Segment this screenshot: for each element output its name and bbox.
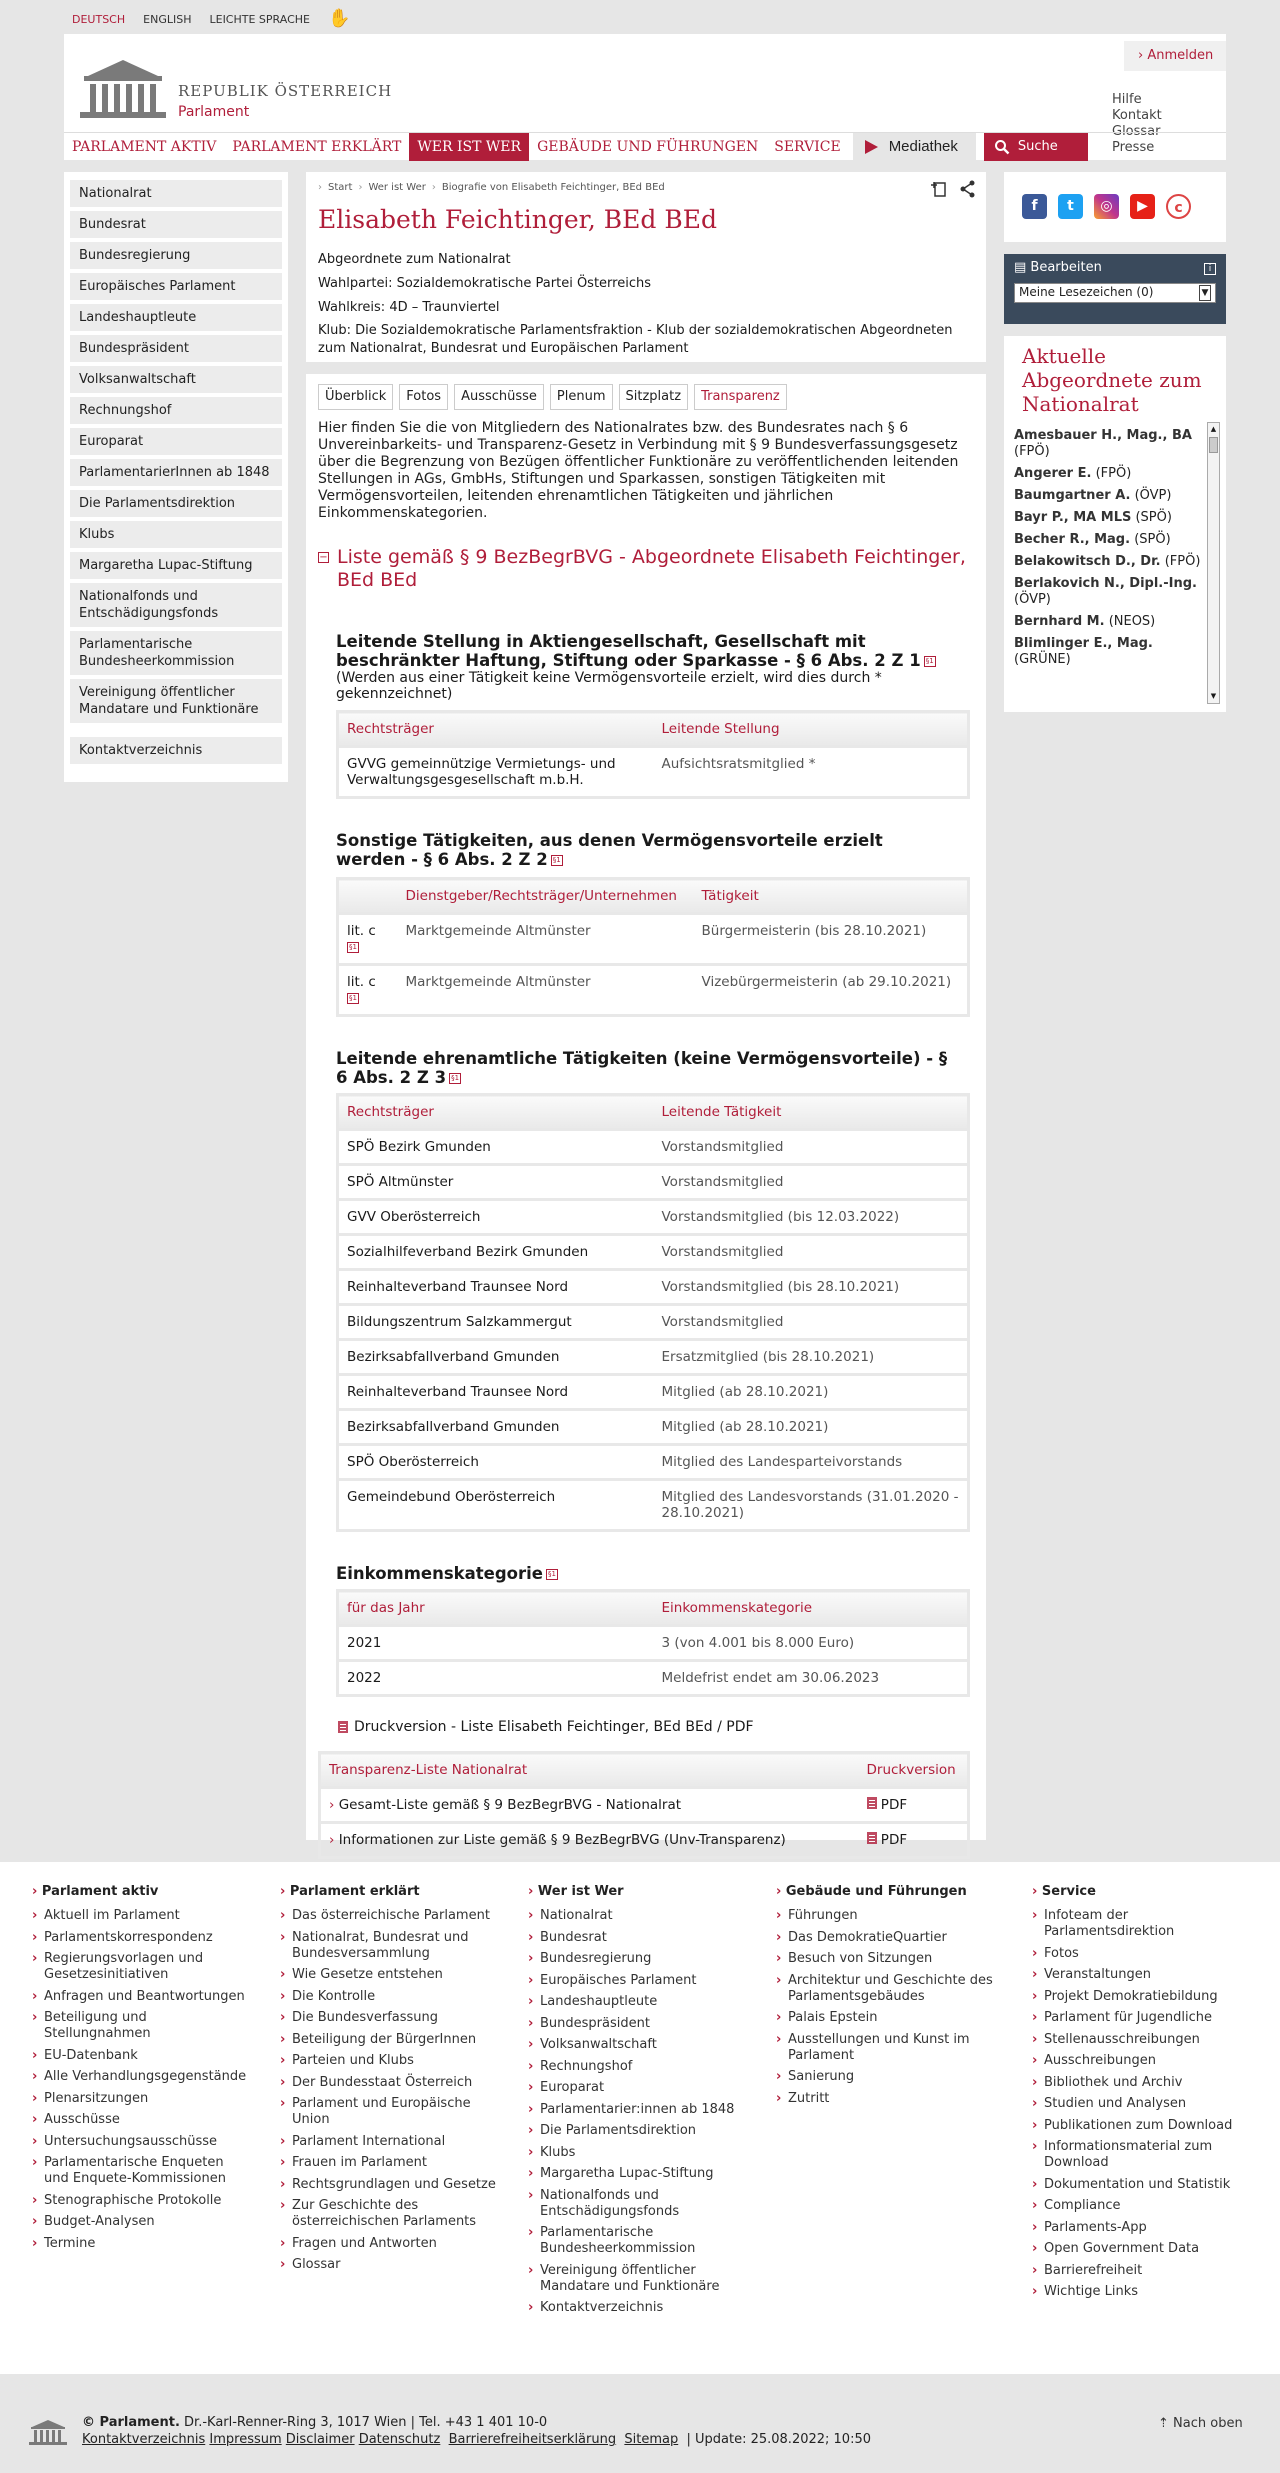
nav-gebaeude[interactable]: GEBÄUDE UND FÜHRUNGEN (537, 138, 759, 155)
facebook-icon[interactable]: f (1022, 194, 1047, 219)
s2-col-header: Dienstgeber/Rechtsträger/Unternehmen (398, 879, 694, 914)
footer-link[interactable]: › Volksanwaltschaft (528, 2037, 748, 2053)
footer-link[interactable]: › Parlamentarier:innen ab 1848 (528, 2102, 748, 2118)
main-content (306, 374, 986, 1848)
footer-link[interactable]: › Europäisches Parlament (528, 1973, 748, 1989)
footer-link[interactable]: › Ausschreibungen (1032, 2053, 1252, 2069)
footer-link[interactable]: › Parteien und Klubs (280, 2053, 500, 2069)
member-party: (FPÖ) (1014, 444, 1050, 459)
member-list-item[interactable] (1014, 488, 1202, 504)
table-row (338, 1410, 969, 1445)
search-button[interactable]: Suche (984, 133, 1088, 161)
search-icon (994, 139, 1010, 155)
tab-plenum[interactable]: Plenum (550, 384, 613, 410)
sidebar-item[interactable]: Vereinigung öffentlicher Mandatare und Funktionäre (70, 679, 282, 723)
lang-leichte-sprache[interactable]: LEICHTE SPRACHE (209, 13, 310, 26)
footer-link[interactable]: › Termine (32, 2236, 252, 2252)
help-link[interactable]: Hilfe (1112, 92, 1142, 107)
tl-col-header: Druckversion (859, 1753, 969, 1788)
s4-heading: Einkommenskategorie §1 (336, 1564, 556, 1583)
footer-link[interactable]: › Parlamentarische Enqueten und Enquete-Kommissionen (32, 2155, 252, 2187)
sidebar-item[interactable]: Bundespräsident (70, 335, 282, 362)
parliament-logo[interactable] (78, 54, 168, 120)
info-icon[interactable]: i (1204, 263, 1216, 275)
footer-column (280, 1884, 500, 2279)
sidebar-item[interactable]: Nationalrat (70, 180, 282, 207)
law-info-icon[interactable]: §1 (552, 856, 561, 864)
table-row (338, 1480, 969, 1531)
copyright: © Parlament. (82, 2415, 180, 2430)
table-row (338, 1235, 969, 1270)
pdf-icon (338, 1721, 348, 1733)
footer-column-title[interactable]: › Parlament erklärt (280, 1884, 500, 1900)
table-cell: Bürgermeisterin (bis 28.10.2021) (694, 914, 969, 965)
footer-link[interactable]: › Budget-Analysen (32, 2214, 252, 2230)
table-cell: 2022 (338, 1661, 654, 1696)
table-row (338, 1661, 969, 1696)
table-cell: Meldefrist endet am 30.06.2023 (654, 1661, 969, 1696)
tab-ueberblick[interactable]: Überblick (318, 384, 393, 410)
s3-heading: Leitende ehrenamtliche Tätigkeiten (keine Vermögensvorteile) - § 6 Abs. 2 Z 3 §1 (336, 1049, 948, 1087)
table-cell: Marktgemeinde Altmünster (398, 965, 694, 1016)
table-cell: lit. c §1 (338, 965, 398, 1016)
footer-link[interactable]: › Barrierefreiheit (1032, 2263, 1252, 2279)
s3-col-header: Rechtsträger (338, 1095, 654, 1130)
s4-col-header: für das Jahr (338, 1591, 654, 1626)
s1-col-header: Leitende Stellung (654, 712, 969, 747)
collapse-icon: − (319, 552, 328, 563)
member-name: Amesbauer H., Mag., BA (1014, 428, 1192, 443)
pdf-icon (867, 1832, 877, 1844)
sidebar-item[interactable]: Parlamentarische Bundesheerkommission (70, 631, 282, 675)
table-cell: Vizebürgermeisterin (ab 29.10.2021) (694, 965, 969, 1016)
scroll-thumb[interactable] (1209, 437, 1218, 453)
table-cell: Vorstandsmitglied (654, 1165, 969, 1200)
member-list-item[interactable] (1014, 576, 1202, 608)
footer-link[interactable]: › Rechtsgrundlagen und Gesetze (280, 2177, 500, 2193)
footer-link[interactable]: › Nationalrat (528, 1908, 748, 1924)
footer-link[interactable]: › Plenarsitzungen (32, 2091, 252, 2107)
sidebar-item[interactable]: Klubs (70, 521, 282, 548)
current-members-panel (1004, 336, 1226, 712)
sidebar-item[interactable]: Bundesregierung (70, 242, 282, 269)
site-footer (0, 1862, 1280, 2374)
member-name: Angerer E. (1014, 466, 1092, 481)
footer-link[interactable]: › Palais Epstein (776, 2010, 996, 2026)
footer-link[interactable]: › Bundesrat (528, 1930, 748, 1946)
pdf-link[interactable]: PDF (859, 1823, 969, 1858)
footer-link[interactable]: › Parlament International (280, 2134, 500, 2150)
member-name: Belakowitsch D., Dr. (1014, 554, 1161, 569)
breadcrumb-start[interactable]: Start (328, 182, 353, 193)
address: Dr.-Karl-Renner-Ring 3, 1017 Wien | Tel. +43 1 401 10-0 (184, 2415, 548, 2430)
footer-link[interactable]: › Bundesregierung (528, 1951, 748, 1967)
footer-link[interactable]: › Stellenausschreibungen (1032, 2032, 1252, 2048)
table-cell: 2021 (338, 1626, 654, 1661)
link-kontaktverzeichnis[interactable]: Kontaktverzeichnis (82, 2432, 206, 2447)
footer-link[interactable]: › Wichtige Links (1032, 2284, 1252, 2300)
member-party: (GRÜNE) (1014, 652, 1071, 667)
footer-link[interactable]: › Wie Gesetze entstehen (280, 1967, 500, 1983)
footer-link[interactable]: › Parlamentarische Bundesheerkommission (528, 2225, 748, 2257)
table-cell: Reinhalteverband Traunsee Nord (338, 1270, 654, 1305)
footer-link[interactable]: › Nationalrat, Bundesrat und Bundesversammlung (280, 1930, 500, 1962)
footer-link[interactable]: › Beteiligung und Stellungnahmen (32, 2010, 252, 2042)
scroll-up-icon[interactable]: ▲ (1210, 425, 1217, 433)
s3-table (336, 1093, 970, 1532)
footer-link[interactable]: › Veranstaltungen (1032, 1967, 1252, 1983)
footer-link[interactable]: › Beteiligung der BürgerInnen (280, 2032, 500, 2048)
login-button[interactable]: › Anmelden (1124, 41, 1226, 71)
bookmarks-select[interactable]: Meine Lesezeichen (0) ▼ (1014, 283, 1216, 303)
profile-tabs (318, 384, 974, 410)
member-name: Blimlinger E., Mag. (1014, 636, 1153, 651)
profile-club: Klub: Die Sozialdemokratische Parlamentsfraktion - Klub der sozialdemokratischen Abgeordneten zum Nationalrat, Bundesrat und Europäischen Parlament (318, 323, 953, 356)
mediathek-button[interactable]: Mediathek (853, 133, 976, 161)
sidebar-item[interactable]: Nationalfonds und Entschädigungsfonds (70, 583, 282, 627)
social-media-links (1004, 172, 1226, 242)
footer-link[interactable]: › Infoteam der Parlamentsdirektion (1032, 1908, 1252, 1940)
footer-column (1032, 1884, 1252, 2306)
tab-ausschuesse[interactable]: Ausschüsse (454, 384, 544, 410)
s2-heading: Sonstige Tätigkeiten, aus denen Vermögensvorteile erzielt werden - § 6 Abs. 2 Z 2 §1 (336, 831, 883, 869)
back-to-top-button[interactable]: ⇡ Nach oben (1158, 2416, 1243, 2431)
footer-link[interactable]: › Bundespräsident (528, 2016, 748, 2032)
footer-column (32, 1884, 252, 2257)
footer-link[interactable]: › Open Government Data (1032, 2241, 1252, 2257)
table-row (338, 914, 969, 965)
footer-column (528, 1884, 748, 2322)
nav-parlament-erklaert[interactable]: PARLAMENT ERKLÄRT (232, 138, 402, 155)
footer-link[interactable]: › Parlament und Europäische Union (280, 2096, 500, 2128)
footer-link[interactable]: › Parlament für Jugendliche (1032, 2010, 1252, 2026)
law-info-icon[interactable]: §1 (349, 942, 357, 951)
member-name: Bayr P., MA MLS (1014, 510, 1132, 525)
footer-link[interactable]: › Besuch von Sitzungen (776, 1951, 996, 1967)
table-cell: Bildungszentrum Salzkammergut (338, 1305, 654, 1340)
footer-column (776, 1884, 996, 2112)
footer-link[interactable]: › Der Bundesstaat Österreich (280, 2075, 500, 2091)
footer-column-title[interactable]: › Gebäude und Führungen (776, 1884, 996, 1900)
table-cell: SPÖ Altmünster (338, 1165, 654, 1200)
member-party: (NEOS) (1108, 614, 1156, 629)
footer-link[interactable]: › Fotos (1032, 1946, 1252, 1962)
footer-link[interactable]: › Zutritt (776, 2091, 996, 2107)
section-title: Liste gemäß § 9 BezBegrBVG - Abgeordnete Elisabeth Feichtinger, BEd BEd (337, 546, 966, 591)
member-list-item[interactable] (1014, 554, 1202, 570)
table-row (338, 1200, 969, 1235)
table-cell: Mitglied (ab 28.10.2021) (654, 1375, 969, 1410)
footer-link[interactable]: › EU-Datenbank (32, 2048, 252, 2064)
footer-link[interactable]: › Stenographische Protokolle (32, 2193, 252, 2209)
table-cell: SPÖ Bezirk Gmunden (338, 1130, 654, 1165)
footer-link[interactable]: › Ausstellungen und Kunst im Parlament (776, 2032, 996, 2064)
table-cell: Vorstandsmitglied (654, 1305, 969, 1340)
profile-details (318, 248, 974, 358)
member-list-item[interactable] (1014, 466, 1202, 482)
edit-title: Bearbeiten (1030, 260, 1102, 275)
member-name: Baumgartner A. (1014, 488, 1131, 503)
footer-link[interactable]: › Ausschüsse (32, 2112, 252, 2128)
footer-link[interactable]: › Architektur und Geschichte des Parlamentsgebäudes (776, 1973, 996, 2005)
table-cell: Gemeindebund Oberösterreich (338, 1480, 654, 1531)
contact-link[interactable]: Kontakt (1112, 108, 1162, 123)
sidebar-item[interactable]: Margaretha Lupac-Stiftung (70, 552, 282, 579)
footer-link[interactable]: › Aktuell im Parlament (32, 1908, 252, 1924)
tab-transparenz[interactable]: Transparenz (694, 384, 787, 410)
play-icon (863, 139, 879, 155)
footer-link[interactable]: › Führungen (776, 1908, 996, 1924)
site-header (64, 34, 1226, 160)
footer-link[interactable]: › Projekt Demokratiebildung (1032, 1989, 1252, 2005)
profile-role: Abgeordnete zum Nationalrat (318, 252, 511, 267)
footer-link[interactable]: › Die Parlamentsdirektion (528, 2123, 748, 2139)
footer-link[interactable]: › Compliance (1032, 2198, 1252, 2214)
youtube-icon[interactable]: ▶ (1130, 194, 1155, 219)
footer-link[interactable]: › Das österreichische Parlament (280, 1908, 500, 1924)
sidebar-item[interactable]: Kontaktverzeichnis (70, 737, 282, 764)
sidebar-item[interactable]: Europäisches Parlament (70, 273, 282, 300)
member-name: Bernhard M. (1014, 614, 1105, 629)
sign-language-icon[interactable]: ✋ (327, 8, 351, 29)
footer-link[interactable]: › Untersuchungsausschüsse (32, 2134, 252, 2150)
print-version-link[interactable]: Druckversion - Liste Elisabeth Feichtinger, BEd BEd / PDF (338, 1719, 974, 1735)
footer-link[interactable]: › Glossar (280, 2257, 500, 2273)
update-date: | Update: 25.08.2022; 10:50 (686, 2432, 871, 2447)
scrollbar[interactable] (1207, 422, 1220, 704)
footer-link[interactable]: › Anfragen und Beantwortungen (32, 1989, 252, 2005)
law-info-icon[interactable]: §1 (925, 657, 934, 665)
member-list-item[interactable] (1014, 532, 1202, 548)
table-row (338, 1626, 969, 1661)
tl-col-header: Transparenz-Liste Nationalrat (320, 1753, 859, 1788)
sidebar-item[interactable]: Europarat (70, 428, 282, 455)
footer-link[interactable]: › Frauen im Parlament (280, 2155, 500, 2171)
footer-link[interactable]: › Rechnungshof (528, 2059, 748, 2075)
table-cell: Reinhalteverband Traunsee Nord (338, 1375, 654, 1410)
table-cell: Mitglied (ab 28.10.2021) (654, 1410, 969, 1445)
member-name: Becher R., Mag. (1014, 532, 1131, 547)
link-disclaimer[interactable]: Disclaimer (285, 2432, 355, 2447)
footer-link[interactable]: › Zur Geschichte des österreichischen Parlaments (280, 2198, 500, 2230)
sidebar-item[interactable]: Rechnungshof (70, 397, 282, 424)
table-cell: Ersatzmitglied (bis 28.10.2021) (654, 1340, 969, 1375)
table-cell: Bezirksabfallverband Gmunden (338, 1340, 654, 1375)
footer-link[interactable]: › Europarat (528, 2080, 748, 2096)
table-cell: Mitglied des Landesvorstands (31.01.2020 - 28.10.2021) (654, 1480, 969, 1531)
s4-table (336, 1589, 970, 1697)
table-row (338, 747, 969, 798)
sidebar-item[interactable]: Die Parlamentsdirektion (70, 490, 282, 517)
member-list-item[interactable] (1014, 510, 1202, 526)
link-sitemap[interactable]: Sitemap (624, 2432, 679, 2447)
member-name: Berlakovich N., Dipl.-Ing. (1014, 576, 1197, 591)
link-impressum[interactable]: Impressum (209, 2432, 282, 2447)
twitter-icon[interactable]: t (1058, 194, 1083, 219)
chevron-down-icon: ▼ (1199, 285, 1211, 301)
table-cell: Vorstandsmitglied (654, 1235, 969, 1270)
left-sidebar-nav (64, 172, 288, 782)
table-row (338, 1270, 969, 1305)
nav-service[interactable]: SERVICE (774, 138, 841, 155)
sidebar-item[interactable]: Landeshauptleute (70, 304, 282, 331)
nav-parlament-aktiv[interactable]: PARLAMENT AKTIV (72, 138, 217, 155)
page-title: Elisabeth Feichtinger, BEd BEd (318, 205, 717, 234)
table-cell: Vorstandsmitglied (bis 12.03.2022) (654, 1200, 969, 1235)
footer-link[interactable]: › Parlaments-App (1032, 2220, 1252, 2236)
logo-title: REPUBLIK ÖSTERREICH (178, 82, 393, 100)
table-row (338, 1340, 969, 1375)
current-members-title: Aktuelle Abgeordnete zum Nationalrat (1022, 344, 1202, 416)
app-icon[interactable]: c (1166, 194, 1191, 219)
tab-fotos[interactable]: Fotos (399, 384, 448, 410)
instagram-icon[interactable]: ◎ (1094, 194, 1119, 219)
footer-link[interactable]: › Kontaktverzeichnis (528, 2300, 748, 2316)
footer-link[interactable]: › Sanierung (776, 2069, 996, 2085)
table-row (338, 1445, 969, 1480)
lang-deutsch[interactable]: DEUTSCH (72, 13, 126, 26)
table-cell[interactable]: › Informationen zur Liste gemäß § 9 BezBegrBVG (Unv-Transparenz) (320, 1823, 859, 1858)
s4-col-header: Einkommenskategorie (654, 1591, 969, 1626)
member-list-item[interactable] (1014, 614, 1202, 630)
s1-table (336, 710, 970, 799)
footer-link[interactable]: › Die Bundesverfassung (280, 2010, 500, 2026)
scroll-down-icon[interactable]: ▼ (1210, 692, 1217, 700)
table-cell: GVV Oberösterreich (338, 1200, 654, 1235)
transparency-list-table (318, 1751, 970, 1859)
table-row (320, 1823, 969, 1858)
sidebar-item[interactable]: Volksanwaltschaft (70, 366, 282, 393)
link-barrierefreiheit[interactable]: Barrierefreiheitserklärung (448, 2432, 617, 2447)
footer-column-title[interactable]: › Service (1032, 1884, 1252, 1900)
footer-link[interactable]: › Regierungsvorlagen und Gesetzesinitiativen (32, 1951, 252, 1983)
table-cell: Vorstandsmitglied (654, 1130, 969, 1165)
bottom-bar (0, 2374, 1280, 2473)
s2-col-header: Tätigkeit (694, 879, 969, 914)
footer-column-title[interactable]: › Parlament aktiv (32, 1884, 252, 1900)
tab-sitzplatz[interactable]: Sitzplatz (619, 384, 689, 410)
footer-link[interactable]: › Margaretha Lupac-Stiftung (528, 2166, 748, 2182)
table-cell: Aufsichtsratsmitglied * (654, 747, 969, 798)
s1-col-header: Rechtsträger (338, 712, 654, 747)
footer-link[interactable]: › Informationsmaterial zum Download (1032, 2139, 1252, 2171)
share-tools (930, 180, 976, 198)
lang-english[interactable]: ENGLISH (143, 13, 192, 26)
table-cell: lit. c §1 (338, 914, 398, 965)
profile-district: Wahlkreis: 4D – Traunviertel (318, 300, 500, 315)
intro-text: Hier finden Sie die von Mitgliedern des Nationalrates bzw. des Bundesrates nach § 6 Unvereinbarkeits- und Transparenz-Gesetz in Verbindung mit § 9 Bundesverfassungsgesetz über die Begrenzung von Bezügen öffentlicher Funktionäre zu veröffentlichenden leitenden Stellungen in AGs, GmbHs, Stiftungen und Sparkassen, sonstigen Tätigkeiten mit Vermögensvorteilen, leitenden ehrenamtlichen Tätigkeiten und jährlichen Einkommenskategorien. (318, 420, 959, 521)
s2-table (336, 877, 970, 1017)
chevron-right-icon: › (1138, 48, 1148, 63)
profile-party: Wahlpartei: Sozialdemokratische Partei Österreichs (318, 276, 651, 291)
table-row (338, 965, 969, 1016)
table-cell: 3 (von 4.001 bis 8.000 Euro) (654, 1626, 969, 1661)
sidebar-item[interactable]: ParlamentarierInnen ab 1848 (70, 459, 282, 486)
member-party: (ÖVP) (1134, 488, 1172, 503)
law-info-icon[interactable]: §1 (349, 993, 357, 1002)
member-party: (SPÖ) (1134, 532, 1171, 547)
parliament-logo-small[interactable] (28, 2418, 68, 2446)
edit-icon: ▤ (1014, 260, 1031, 275)
press-link[interactable]: Presse (1112, 140, 1155, 155)
member-party: (FPÖ) (1164, 554, 1201, 569)
member-party: (FPÖ) (1095, 466, 1132, 481)
footer-link[interactable]: › Die Kontrolle (280, 1989, 500, 2005)
sidebar-item[interactable]: Bundesrat (70, 211, 282, 238)
footer-link[interactable]: › Das DemokratieQuartier (776, 1930, 996, 1946)
footer-link[interactable]: › Dokumentation und Statistik (1032, 2177, 1252, 2193)
s1-note: (Werden aus einer Tätigkeit keine Vermögensvorteile erzielt, wird dies durch * gekennzeichnet) (336, 670, 882, 702)
arrow-up-icon: ⇡ (1158, 2416, 1174, 2431)
footer-link[interactable]: › Alle Verhandlungsgegenstände (32, 2069, 252, 2085)
link-datenschutz[interactable]: Datenschutz (358, 2432, 441, 2447)
table-cell: Marktgemeinde Altmünster (398, 914, 694, 965)
footer-link[interactable]: › Landeshauptleute (528, 1994, 748, 2010)
section-toggle[interactable] (318, 546, 974, 592)
pdf-link[interactable]: PDF (859, 1788, 969, 1823)
member-list-item[interactable] (1014, 636, 1202, 668)
footer-column-title[interactable]: › Wer ist Wer (528, 1884, 748, 1900)
s1-heading: Leitende Stellung in Aktiengesellschaft, Gesellschaft mit beschränkter Haftung, Stiftung oder Sparkasse - § 6 Abs. 2 Z 1 §1 (Werden aus einer Tätigkeit keine Vermögensvorteile erzielt, wird dies durch * gekennzeichnet) (318, 632, 974, 702)
s3-col-header: Leitende Tätigkeit (654, 1095, 969, 1130)
table-cell: SPÖ Oberösterreich (338, 1445, 654, 1480)
table-cell[interactable]: › Gesamt-Liste gemäß § 9 BezBegrBVG - Nationalrat (320, 1788, 859, 1823)
table-row (338, 1130, 969, 1165)
footer-link[interactable]: › Bibliothek und Archiv (1032, 2075, 1252, 2091)
main-nav (64, 132, 1226, 160)
footer-link[interactable]: › Parlamentskorrespondenz (32, 1930, 252, 1946)
table-row (320, 1788, 969, 1823)
member-party: (ÖVP) (1014, 592, 1051, 607)
share-icon[interactable] (960, 180, 976, 198)
footer-link[interactable]: › Vereinigung öffentlicher Mandatare und Funktionäre (528, 2263, 748, 2295)
member-list-item[interactable] (1014, 428, 1202, 460)
bookmark-add-icon[interactable] (930, 180, 948, 198)
footer-link[interactable]: › Fragen und Antworten (280, 2236, 500, 2252)
profile-box (306, 172, 986, 362)
footer-imprint (82, 2414, 871, 2448)
glossary-link[interactable]: Glossar (1112, 124, 1161, 139)
edit-panel (1004, 254, 1226, 324)
footer-link[interactable]: › Studien und Analysen (1032, 2096, 1252, 2112)
language-bar (72, 8, 351, 29)
table-row (338, 1375, 969, 1410)
table-cell: GVVG gemeinnützige Vermietungs- und Verwaltungsgesgesellschaft m.b.H. (338, 747, 654, 798)
current-members-list (1014, 428, 1202, 674)
breadcrumb-current: Biografie von Elisabeth Feichtinger, BEd BEd (441, 182, 665, 193)
law-info-icon[interactable]: §1 (548, 1570, 556, 1578)
table-row (338, 1305, 969, 1340)
law-info-icon[interactable]: §1 (451, 1074, 460, 1082)
footer-link[interactable]: › Nationalfonds und Entschädigungsfonds (528, 2188, 748, 2220)
table-cell: Sozialhilfeverband Bezirk Gmunden (338, 1235, 654, 1270)
member-party: (SPÖ) (1135, 510, 1172, 525)
table-row (338, 1165, 969, 1200)
table-cell: Mitglied des Landesparteivorstands (654, 1445, 969, 1480)
logo-subtitle: Parlament (178, 104, 250, 120)
breadcrumb: › Start › Wer ist Wer › Biografie von Elisabeth Feichtinger, BEd BEd (318, 182, 665, 193)
breadcrumb-wer-ist-wer[interactable]: Wer ist Wer (368, 182, 426, 193)
nav-wer-ist-wer[interactable]: WER IST WER (409, 133, 529, 161)
footer-link[interactable]: › Publikationen zum Download (1032, 2118, 1252, 2134)
s2-col-header (338, 879, 398, 914)
table-cell: Vorstandsmitglied (bis 28.10.2021) (654, 1270, 969, 1305)
pdf-icon (867, 1797, 877, 1809)
table-cell: Bezirksabfallverband Gmunden (338, 1410, 654, 1445)
footer-link[interactable]: › Klubs (528, 2145, 748, 2161)
